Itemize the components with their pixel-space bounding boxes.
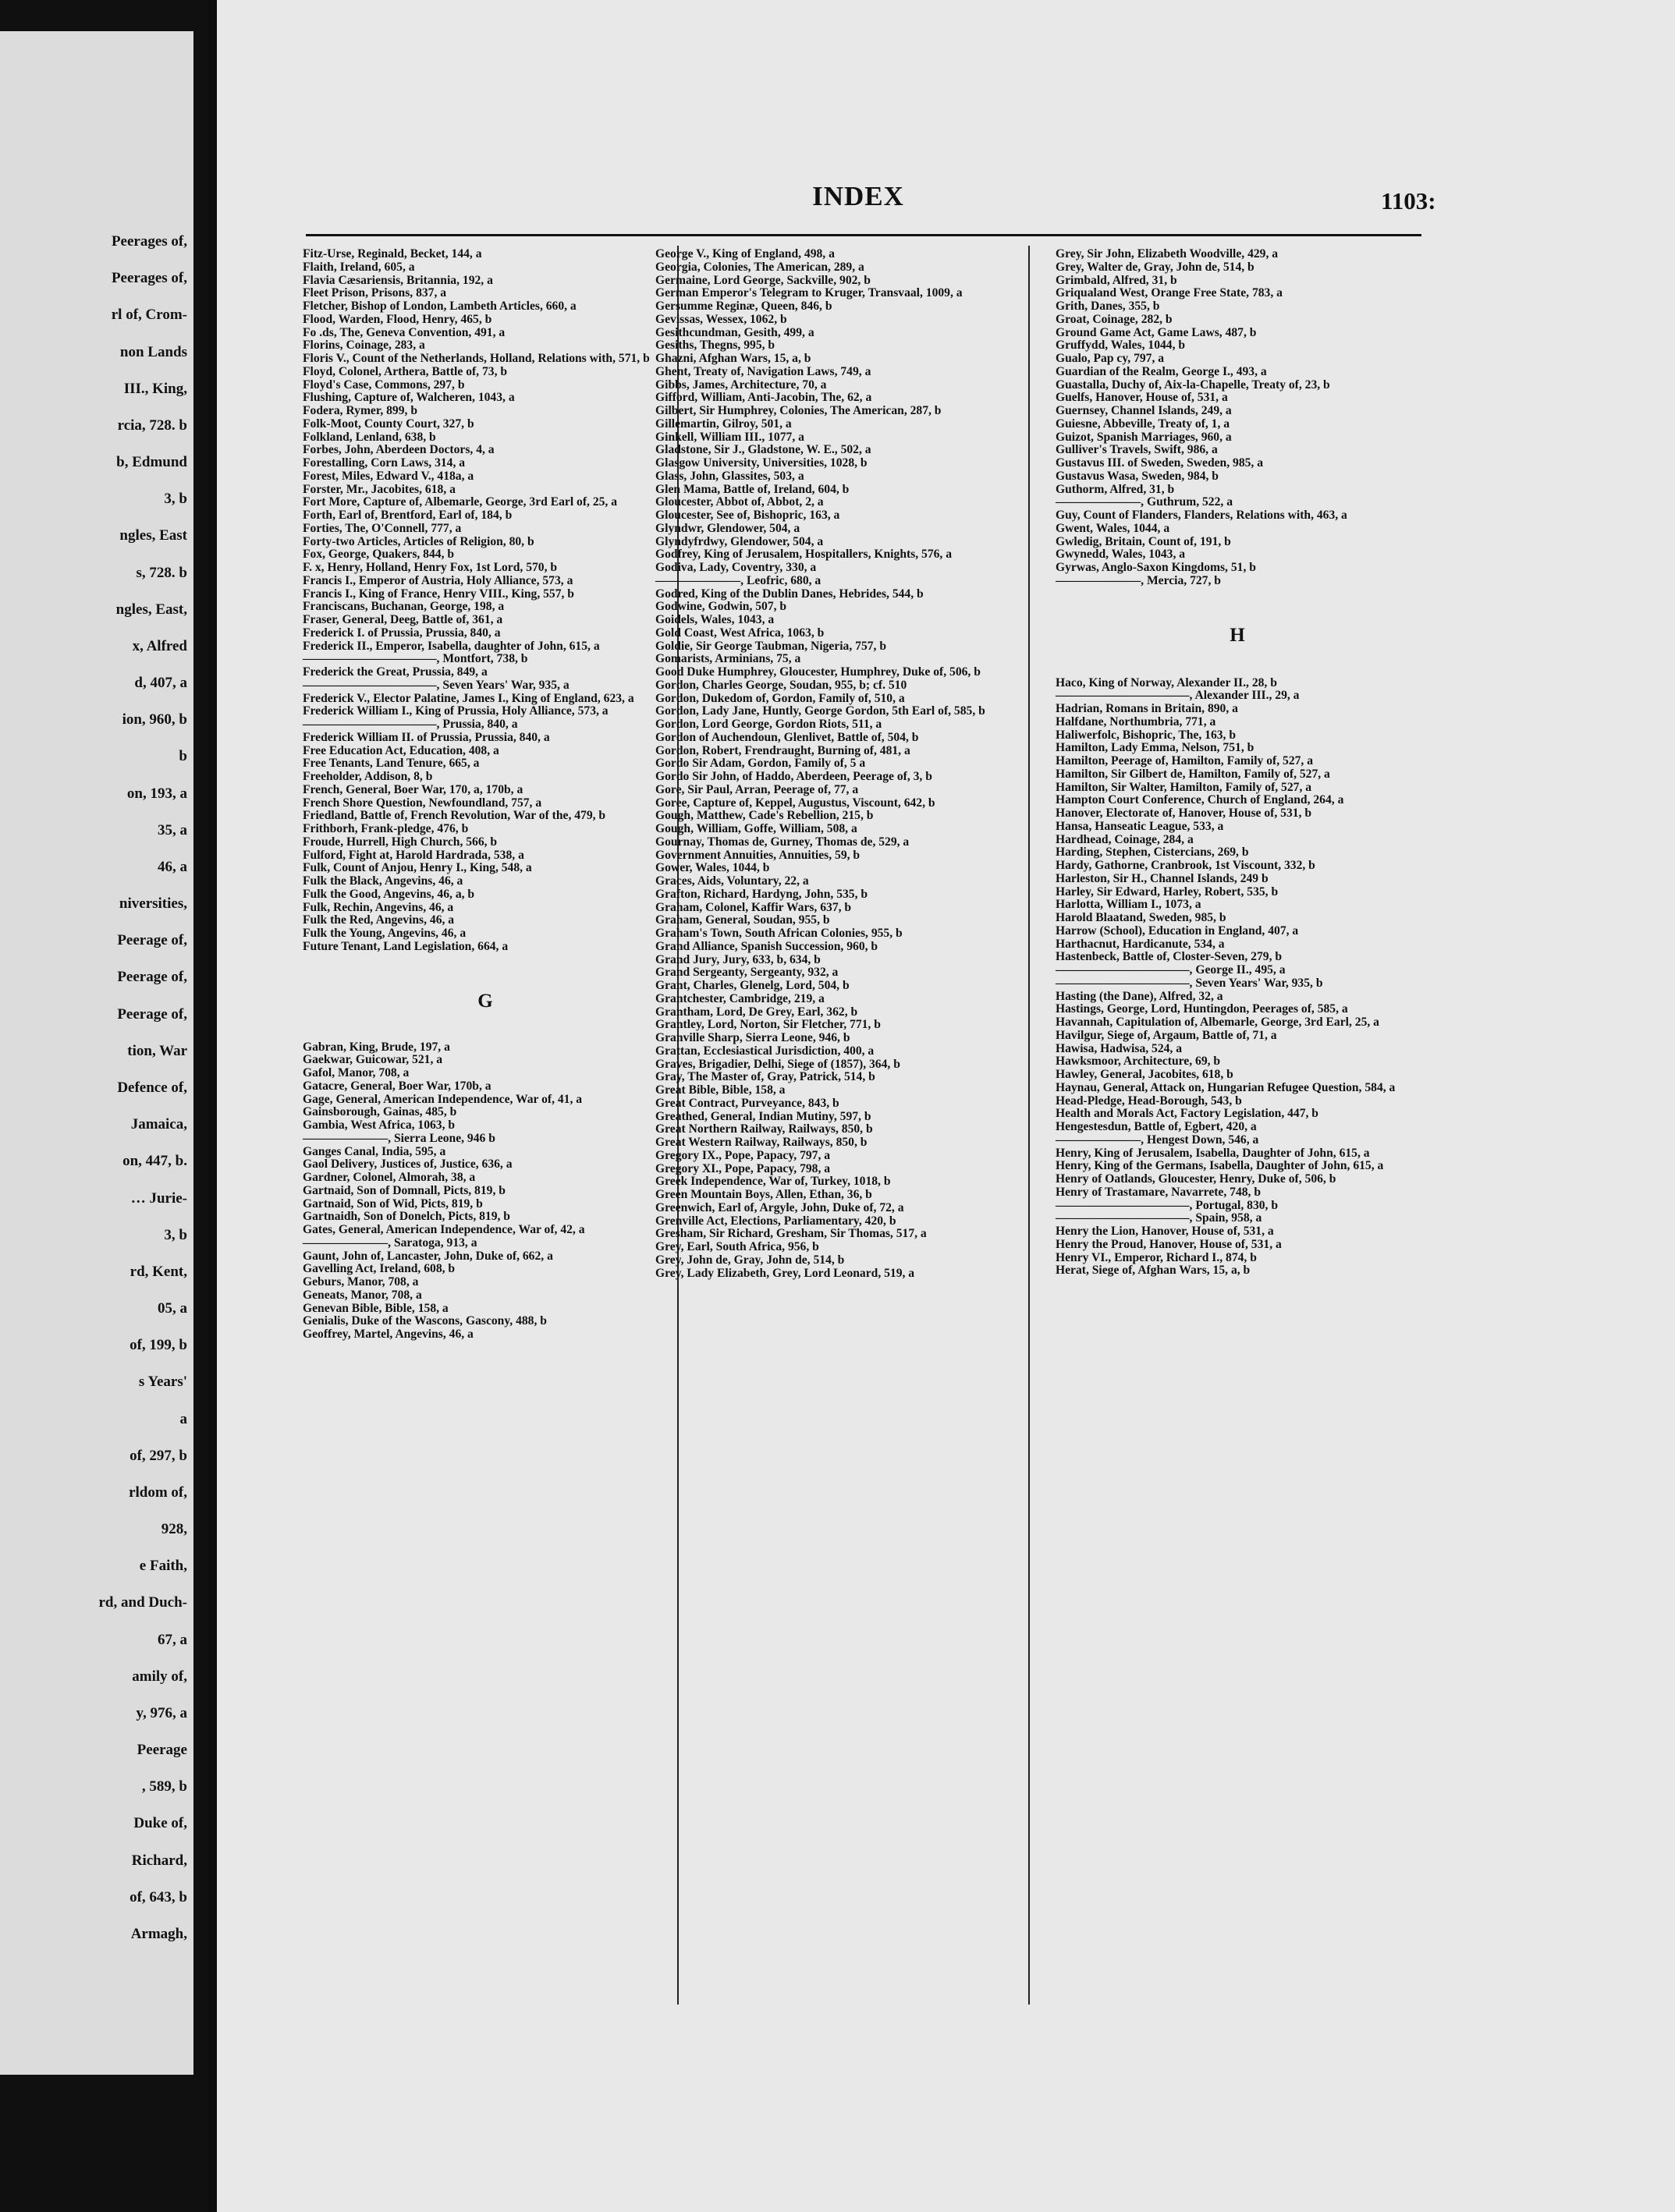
index-entry: Goidels, Wales, 1043, a — [655, 613, 775, 626]
index-entry: Hastings, George, Lord, Huntingdon, Peerages of, 585, a — [1056, 1002, 1348, 1016]
facing-page-text: rcia, 728. b — [117, 417, 187, 434]
facing-page-text: rd, Kent, — [130, 1263, 187, 1280]
facing-page-text: on, 193, a — [126, 785, 187, 802]
index-entry: Floris V., Count of the Netherlands, Holland, Relations with, 571, b — [303, 352, 650, 365]
index-entry: Hadrian, Romans in Britain, 890, a — [1056, 702, 1238, 715]
index-entry: ———————————, Alexander III., 29, a — [1056, 689, 1300, 703]
index-entry: Ground Game Act, Game Laws, 487, b — [1056, 325, 1257, 339]
index-entry: Grey, Earl, South Africa, 956, b — [655, 1240, 819, 1253]
index-entry: Harlotta, William I., 1073, a — [1056, 898, 1201, 912]
index-entry: Grenville Act, Elections, Parliamentary, 420, b — [655, 1214, 896, 1228]
index-entry: Greenwich, Earl of, Argyle, John, Duke of, 72, a — [655, 1200, 904, 1214]
index-entry: ———————, Sierra Leone, 946 b — [303, 1131, 495, 1145]
page-number: 1103: — [1381, 187, 1436, 214]
index-entry: Gruffydd, Wales, 1044, b — [1056, 339, 1186, 353]
facing-page-text: of, 643, b — [130, 1888, 187, 1905]
facing-page-text: rldom of, — [129, 1484, 187, 1501]
gutter-shadow — [209, 0, 217, 2212]
section-letter-g: G — [477, 990, 493, 1012]
index-column-1 — [303, 248, 668, 1342]
index-entry: Graham, General, Soudan, 955, b — [655, 913, 830, 927]
facing-page-text: Jamaica, — [130, 1116, 187, 1133]
index-entry: ———————————, Seven Years' War, 935, a — [303, 678, 570, 692]
index-entry: Gesithcundman, Gesith, 499, a — [655, 325, 814, 339]
index-entry: Guastalla, Duchy of, Aix-la-Chapelle, Treaty of, 23, b — [1056, 378, 1330, 392]
index-entry: Fulk the Young, Angevins, 46, a — [303, 927, 467, 940]
index-entry: Goree, Capture of, Keppel, Augustus, Viscount, 642, b — [655, 796, 935, 810]
index-entry: Hansa, Hanseatic League, 533, a — [1056, 819, 1224, 833]
index-entry: Grey, John de, Gray, John de, 514, b — [655, 1253, 845, 1267]
index-entry: ———————, Guthrum, 522, a — [1056, 495, 1233, 509]
column-divider — [1028, 246, 1030, 2005]
index-entry: Fitz-Urse, Reginald, Becket, 144, a — [303, 247, 482, 261]
index-entry: Guiesne, Abbeville, Treaty of, 1, a — [1056, 417, 1230, 431]
index-entry: Flaith, Ireland, 605, a — [303, 260, 415, 274]
index-entry: Godfrey, King of Jerusalem, Hospitallers, Knights, 576, a — [655, 548, 953, 562]
index-entry: ———————, Hengest Down, 546, a — [1056, 1133, 1259, 1147]
index-entry: Halfdane, Northumbria, 771, a — [1056, 714, 1216, 728]
facing-page-text: amily of, — [132, 1668, 187, 1685]
index-entry: Goldie, Sir George Taubman, Nigeria, 757, b — [655, 639, 887, 653]
index-entry: Haynau, General, Attack on, Hungarian Refugee Question, 584, a — [1056, 1080, 1396, 1094]
index-entry: Grantley, Lord, Norton, Sir Fletcher, 771, b — [655, 1018, 881, 1032]
index-entry: Free Education Act, Education, 408, a — [303, 743, 499, 757]
index-entry: Gray, The Master of, Gray, Patrick, 514, b — [655, 1070, 875, 1084]
index-entry: Frederick the Great, Prussia, 849, a — [303, 665, 488, 679]
index-entry: Florins, Coinage, 283, a — [303, 339, 425, 353]
index-entry: Ginkell, William III., 1077, a — [655, 430, 804, 444]
index-entry: Gold Coast, West Africa, 1063, b — [655, 626, 825, 640]
index-entry: Gevissas, Wessex, 1062, b — [655, 312, 787, 326]
index-entry: Fleet Prison, Prisons, 837, a — [303, 286, 447, 300]
index-entry: Fulk, Rechin, Angevins, 46, a — [303, 900, 454, 914]
index-entry: Godred, King of the Dublin Danes, Hebrides, 544, b — [655, 587, 924, 601]
index-entry: Gough, Matthew, Cade's Rebellion, 215, b — [655, 809, 874, 823]
facing-page-text: ion, 960, b — [122, 711, 187, 728]
index-entry: Frithborh, Frank-pledge, 476, b — [303, 822, 469, 835]
facing-page-text: b — [179, 748, 187, 765]
facing-page-text: tion, War — [127, 1042, 187, 1059]
index-entry: Havannah, Capitulation of, Albemarle, George, 3rd Earl, 25, a — [1056, 1016, 1379, 1029]
index-entry: Henry the Proud, Hanover, House of, 531, a — [1056, 1237, 1282, 1251]
index-entry: Gibbs, James, Architecture, 70, a — [655, 378, 827, 392]
index-entry: Henry of Oatlands, Gloucester, Henry, Duke of, 506, b — [1056, 1172, 1336, 1186]
index-entry: Gartnaid, Son of Wid, Picts, 819, b — [303, 1196, 483, 1211]
index-entry: Gaol Delivery, Justices of, Justice, 636, a — [303, 1157, 513, 1172]
index-entry: Forth, Earl of, Brentford, Earl of, 184, b — [303, 509, 513, 522]
index-entry: Frederick V., Elector Palatine, James I., King of England, 623, a — [303, 691, 634, 705]
index-entry: ———————————, Montfort, 738, b — [303, 652, 528, 666]
index-entry: ———————————, Seven Years' War, 935, b — [1056, 976, 1323, 990]
index-entry: German Emperor's Telegram to Kruger, Transvaal, 1009, a — [655, 286, 963, 300]
index-entry: Frederick II., Emperor, Isabella, daughter of John, 615, a — [303, 639, 600, 653]
index-entry: Gwledig, Britain, Count of, 191, b — [1056, 534, 1231, 548]
index-entry: Folk-Moot, County Court, 327, b — [303, 417, 474, 431]
index-entry: Francis I., King of France, Henry VIII., King, 557, b — [303, 587, 574, 601]
index-entry: Free Tenants, Land Tenure, 665, a — [303, 757, 480, 771]
index-entry: Gloucester, Abbot of, Abbot, 2, a — [655, 495, 824, 509]
index-entry: Ghent, Treaty of, Navigation Laws, 749, a — [655, 364, 871, 378]
facing-page-text: niversities, — [119, 895, 187, 913]
facing-page-text: Duke of, — [133, 1815, 187, 1832]
index-entry: Gloucester, See of, Bishopric, 163, a — [655, 509, 840, 522]
index-entry: Green Mountain Boys, Allen, Ethan, 36, b — [655, 1188, 872, 1201]
index-entry: Grimbald, Alfred, 31, b — [1056, 273, 1177, 287]
index-entry: Gafol, Manor, 708, a — [303, 1066, 410, 1079]
index-entry: Gough, William, Goffe, William, 508, a — [655, 822, 857, 835]
section-letter-h: H — [1230, 624, 1245, 646]
index-entry: Haco, King of Norway, Alexander II., 28, b — [1056, 675, 1277, 689]
index-entry: Havilgur, Siege of, Argaum, Battle of, 71, a — [1056, 1028, 1277, 1042]
index-entry: Harold Blaatand, Sweden, 985, b — [1056, 911, 1226, 924]
index-entry: Fulford, Fight at, Harold Hardrada, 538, a — [303, 848, 524, 862]
index-entry: Grey, Sir John, Elizabeth Woodville, 429, a — [1056, 247, 1279, 261]
index-entry: Geneats, Manor, 708, a — [303, 1288, 422, 1302]
index-entry: Graves, Brigadier, Delhi, Siege of (1857), 364, b — [655, 1057, 900, 1071]
index-entry: Gilbert, Sir Humphrey, Colonies, The American, 287, b — [655, 404, 942, 417]
facing-page-text: Peerage — [137, 1742, 187, 1759]
index-entry: Gordon, Lord George, Gordon Riots, 511, a — [655, 718, 882, 731]
index-entry: Hawksmoor, Architecture, 69, b — [1056, 1055, 1221, 1069]
facing-page-text: Peerage of, — [117, 932, 187, 949]
index-entry: Guizot, Spanish Marriages, 960, a — [1056, 430, 1232, 444]
index-entry: Hawley, General, Jacobites, 618, b — [1056, 1068, 1233, 1081]
facing-page-text: on, 447, b. — [122, 1153, 187, 1170]
index-entry: Floyd's Case, Commons, 297, b — [303, 378, 465, 392]
index-entry: Graham, Colonel, Kaffir Wars, 637, b — [655, 900, 852, 914]
index-entry: Health and Morals Act, Factory Legislation, 447, b — [1056, 1107, 1318, 1121]
index-entry: Grand Jury, Jury, 633, b, 634, b — [655, 952, 821, 966]
index-entry: Groat, Coinage, 282, b — [1056, 312, 1173, 326]
facing-page-text: Richard, — [131, 1852, 187, 1869]
index-entry: French, General, Boer War, 170, a, 170b, a — [303, 782, 523, 796]
index-entry: Geoffrey, Martel, Angevins, 46, a — [303, 1328, 474, 1341]
index-entry: Forty-two Articles, Articles of Religion, 80, b — [303, 534, 534, 548]
index-entry: Fodera, Rymer, 899, b — [303, 404, 417, 417]
index-entry: Greek Independence, War of, Turkey, 1018, b — [655, 1175, 891, 1189]
index-entry: Hampton Court Conference, Church of England, 264, a — [1056, 793, 1344, 807]
facing-page-text: s Years' — [138, 1374, 187, 1391]
facing-page-text: e Faith, — [139, 1558, 187, 1575]
index-entry: Guernsey, Channel Islands, 249, a — [1056, 404, 1232, 417]
index-entry: Henry of Trastamare, Navarrete, 748, b — [1056, 1185, 1262, 1199]
index-entry: Germaine, Lord George, Sackville, 902, b — [655, 273, 871, 287]
index-entry: Ganges Canal, India, 595, a — [303, 1144, 446, 1158]
index-entry: Godiva, Lady, Coventry, 330, a — [655, 561, 817, 574]
index-entry: Gifford, William, Anti-Jacobin, The, 62, a — [655, 391, 872, 405]
index-entry: Government Annuities, Annuities, 59, b — [655, 848, 861, 862]
index-entry: Frederick William II. of Prussia, Prussia, 840, a — [303, 730, 550, 744]
index-entry: Gyrwas, Anglo-Saxon Kingdoms, 51, b — [1056, 561, 1256, 574]
index-entry: Gore, Sir Paul, Arran, Peerage of, 77, a — [655, 782, 859, 796]
index-entry: Head-Pledge, Head-Borough, 543, b — [1056, 1094, 1242, 1108]
facing-page-text: Armagh, — [130, 1926, 187, 1942]
index-entry: Grant, Charles, Glenelg, Lord, 504, b — [655, 979, 850, 992]
index-entry: Genevan Bible, Bible, 158, a — [303, 1301, 449, 1315]
index-entry: Glyndwr, Glendower, 504, a — [655, 521, 800, 535]
facing-page-text: 3, b — [164, 1226, 187, 1243]
index-entry: ———————, Saratoga, 913, a — [303, 1235, 477, 1250]
index-entry: Fraser, General, Deeg, Battle of, 361, a — [303, 613, 503, 626]
index-entry: Genialis, Duke of the Wascons, Gascony, 488, b — [303, 1314, 547, 1328]
index-entry: Gainsborough, Gainas, 485, b — [303, 1105, 457, 1119]
index-entry: Hastenbeck, Battle of, Closter-Seven, 279, b — [1056, 950, 1283, 964]
facing-page-text: rl of, Crom- — [111, 307, 187, 324]
index-entry: Grantham, Lord, De Grey, Earl, 362, b — [655, 1005, 858, 1019]
index-entry: Gordo Sir John, of Haddo, Aberdeen, Peerage of, 3, b — [655, 770, 932, 783]
index-entry: Granville Sharp, Sierra Leone, 946, b — [655, 1031, 850, 1044]
index-entry: Graham's Town, South African Colonies, 955, b — [655, 927, 903, 940]
index-entry: Gardner, Colonel, Almorah, 38, a — [303, 1171, 476, 1184]
index-entry: Flood, Warden, Flood, Henry, 465, b — [303, 312, 492, 326]
index-entry: Grafton, Richard, Hardyng, John, 535, b — [655, 887, 868, 901]
index-entry: Guy, Count of Flanders, Flanders, Relations with, 463, a — [1056, 509, 1347, 522]
index-entry: Frederick William I., King of Prussia, Holy Alliance, 573, a — [303, 704, 609, 718]
index-entry: Gordon, Lady Jane, Huntly, George Gordon, 5th Earl of, 585, b — [655, 704, 985, 718]
index-entry: Fulk the Good, Angevins, 46, a, b — [303, 887, 475, 901]
index-entry: Gregory IX., Pope, Papacy, 797, a — [655, 1148, 831, 1162]
index-entry: Gregory XI., Pope, Papacy, 798, a — [655, 1161, 831, 1175]
facing-page-text: III., King, — [123, 380, 187, 397]
index-entry: Harding, Stephen, Cistercians, 269, b — [1056, 845, 1249, 860]
index-entry: Hamilton, Sir Gilbert de, Hamilton, Family of, 527, a — [1056, 767, 1330, 781]
facing-page-text: 05, a — [158, 1300, 187, 1317]
index-entry: Great Contract, Purveyance, 843, b — [655, 1096, 839, 1110]
index-entry: Glen Mama, Battle of, Ireland, 604, b — [655, 482, 850, 496]
index-entry: Guthorm, Alfred, 31, b — [1056, 482, 1175, 496]
index-entry: Gordon of Auchendoun, Glenlivet, Battle of, 504, b — [655, 730, 919, 744]
index-entry: Hamilton, Sir Walter, Hamilton, Family of, 527, a — [1056, 780, 1312, 794]
index-entry: Grand Alliance, Spanish Succession, 960, b — [655, 939, 878, 953]
index-entry: Hengestesdun, Battle of, Egbert, 420, a — [1056, 1120, 1257, 1133]
index-entry: Geburs, Manor, 708, a — [303, 1275, 419, 1289]
index-entry: Gordon, Robert, Frendraught, Burning of, 481, a — [655, 743, 910, 757]
index-entry: Gambia, West Africa, 1063, b — [303, 1118, 456, 1132]
facing-page-text: 46, a — [158, 858, 187, 875]
index-entry: Flushing, Capture of, Walcheren, 1043, a — [303, 391, 515, 405]
facing-page-text: rd, and Duch- — [98, 1594, 187, 1611]
index-entry: Grand Sergeanty, Sergeanty, 932, a — [655, 966, 839, 980]
index-entry: Gwynedd, Wales, 1043, a — [1056, 548, 1186, 562]
facing-page-text: 3, b — [164, 491, 187, 508]
facing-page-text: , 589, b — [141, 1778, 187, 1795]
index-entry: Gwent, Wales, 1044, a — [1056, 521, 1170, 535]
index-entry: Frederick I. of Prussia, Prussia, 840, a — [303, 626, 501, 640]
index-entry: ———————————, Spain, 958, a — [1056, 1211, 1262, 1225]
index-entry: ———————————, George II., 495, a — [1056, 963, 1286, 977]
facing-page-text: a — [179, 1410, 187, 1427]
index-column-3 — [1056, 248, 1419, 1278]
index-entry: Hamilton, Lady Emma, Nelson, 751, b — [1056, 741, 1254, 755]
facing-page-text: Defence of, — [117, 1079, 187, 1096]
index-entry: Fulk the Red, Angevins, 46, a — [303, 913, 455, 927]
index-entry: Folkland, Lenland, 638, b — [303, 430, 436, 444]
index-entry: Forest, Miles, Edward V., 418a, a — [303, 469, 474, 483]
index-entry: George V., King of England, 498, a — [655, 247, 835, 261]
index-entry: Herat, Siege of, Afghan Wars, 15, a, b — [1056, 1264, 1251, 1278]
index-entry: Great Western Railway, Railways, 850, b — [655, 1136, 868, 1149]
index-entry: Gesiths, Thegns, 995, b — [655, 339, 775, 353]
index-entry: Hanover, Electorate of, Hanover, House of, 531, b — [1056, 806, 1312, 820]
index-entry: ———————————, Portugal, 830, b — [1056, 1198, 1279, 1212]
index-entry: Hasting (the Dane), Alfred, 32, a — [1056, 989, 1223, 1003]
index-entry: Guardian of the Realm, George I., 493, a — [1056, 364, 1267, 378]
index-entry: Freeholder, Addison, 8, b — [303, 770, 433, 783]
index-entry: Henry, King of the Germans, Isabella, Daughter of John, 615, a — [1056, 1159, 1384, 1173]
index-entry: Future Tenant, Land Legislation, 664, a — [303, 939, 509, 953]
index-entry: Froude, Hurrell, High Church, 566, b — [303, 835, 498, 849]
index-entry: Harleston, Sir H., Channel Islands, 249 b — [1056, 871, 1269, 885]
index-entry: Friedland, Battle of, French Revolution, War of the, 479, b — [303, 809, 606, 823]
index-entry: Grey, Lady Elizabeth, Grey, Lord Leonard, 519, a — [655, 1266, 915, 1280]
index-entry: Harley, Sir Edward, Harley, Robert, 535, b — [1056, 884, 1279, 899]
index-entry: Floyd, Colonel, Arthera, Battle of, 73, b — [303, 364, 508, 378]
index-entry: Fo .ds, The, Geneva Convention, 491, a — [303, 325, 506, 339]
index-entry: ———————, Leofric, 680, a — [655, 573, 822, 587]
index-entry: Glasgow University, Universities, 1028, b — [655, 456, 868, 470]
index-entry: French Shore Question, Newfoundland, 757, a — [303, 796, 542, 810]
facing-page-text: Peerage of, — [117, 969, 187, 986]
index-entry: Grith, Danes, 355, b — [1056, 300, 1160, 313]
index-entry: Godwine, Godwin, 507, b — [655, 600, 787, 614]
facing-page-text: d, 407, a — [134, 675, 187, 692]
header-rule — [306, 234, 1421, 236]
index-entry: Gournay, Thomas de, Gurney, Thomas de, 529, a — [655, 835, 910, 849]
index-entry: Gartnaid, Son of Domnall, Picts, 819, b — [303, 1183, 506, 1197]
facing-page-fragment — [0, 31, 193, 2075]
index-entry: Gates, General, American Independence, War of, 42, a — [303, 1223, 585, 1236]
facing-page-text: 67, a — [158, 1631, 187, 1648]
index-entry: Gersumme Reginæ, Queen, 846, b — [655, 300, 832, 313]
index-entry: Graces, Aids, Voluntary, 22, a — [655, 874, 809, 888]
index-entry: Grey, Walter de, Gray, John de, 514, b — [1056, 260, 1254, 274]
index-entry: Griqualand West, Orange Free State, 783, a — [1056, 286, 1283, 300]
index-entry: Gordon, Dukedom of, Gordon, Family of, 510, a — [655, 691, 905, 705]
index-entry: Fulk, Count of Anjou, Henry I., King, 548, a — [303, 861, 532, 875]
index-entry: Gaekwar, Guicowar, 521, a — [303, 1053, 443, 1067]
facing-page-text: b, Edmund — [116, 454, 187, 471]
index-entry: Grattan, Ecclesiastical Jurisdiction, 400, a — [655, 1044, 875, 1058]
index-entry: Gaunt, John of, Lancaster, John, Duke of, 662, a — [303, 1249, 553, 1263]
facing-page-text: non Lands — [119, 343, 187, 360]
index-entry: Gualo, Pap cy, 797, a — [1056, 352, 1165, 365]
index-entry: Franciscans, Buchanan, George, 198, a — [303, 600, 505, 614]
facing-page-text: s, 728. b — [136, 564, 187, 581]
index-entry: Fox, George, Quakers, 844, b — [303, 548, 455, 562]
index-entry: Forties, The, O'Connell, 777, a — [303, 521, 462, 535]
index-entry: Fletcher, Bishop of London, Lambeth Articles, 660, a — [303, 300, 577, 313]
index-entry: Gordon, Charles George, Soudan, 955, b; cf. 510 — [655, 678, 907, 692]
facing-page-text: y, 976, a — [136, 1704, 187, 1721]
index-entry: Forestalling, Corn Laws, 314, a — [303, 456, 466, 470]
index-entry: Greathed, General, Indian Mutiny, 597, b — [655, 1109, 871, 1123]
index-column-2 — [655, 248, 1020, 1280]
index-entry: Hamilton, Peerage of, Hamilton, Family of, 527, a — [1056, 754, 1314, 767]
index-entry: Guelfs, Hanover, House of, 531, a — [1056, 391, 1228, 405]
index-entry: Gomarists, Arminians, 75, a — [655, 652, 801, 666]
index-entry: Francis I., Emperor of Austria, Holy Alliance, 573, a — [303, 573, 573, 587]
index-entry: Georgia, Colonies, The American, 289, a — [655, 260, 864, 274]
index-entry: Gabran, King, Brude, 197, a — [303, 1040, 450, 1054]
index-entry: Hardy, Gathorne, Cranbrook, 1st Viscount, 332, b — [1056, 859, 1315, 872]
index-entry: Gavelling Act, Ireland, 608, b — [303, 1262, 456, 1276]
facing-page-text: ngles, East, — [115, 601, 187, 618]
index-entry: Haliwerfolc, Bishopric, The, 163, b — [1056, 728, 1237, 742]
index-entry: Glyndyfrdwy, Glendower, 504, a — [655, 534, 824, 548]
index-entry: Henry the Lion, Hanover, House of, 531, a — [1056, 1225, 1274, 1238]
index-entry: Harthacnut, Hardicanute, 534, a — [1056, 937, 1225, 951]
index-entry: Gower, Wales, 1044, b — [655, 861, 770, 875]
index-entry: Grantchester, Cambridge, 219, a — [655, 991, 825, 1005]
facing-page-text: Peerages of, — [111, 233, 187, 250]
index-entry: Hardhead, Coinage, 284, a — [1056, 832, 1194, 846]
index-entry: Gresham, Sir Richard, Gresham, Sir Thomas, 517, a — [655, 1227, 927, 1241]
index-entry: Gordo Sir Adam, Gordon, Family of, 5 a — [655, 757, 866, 771]
index-entry: Gustavus Wasa, Sweden, 984, b — [1056, 469, 1219, 483]
index-entry: Forster, Mr., Jacobites, 618, a — [303, 482, 456, 496]
index-entry: Harrow (School), Education in England, 407, a — [1056, 923, 1299, 938]
index-entry: Fulk the Black, Angevins, 46, a — [303, 874, 463, 888]
index-entry: Good Duke Humphrey, Gloucester, Humphrey, Duke of, 506, b — [655, 665, 981, 679]
index-entry: Henry, King of Jerusalem, Isabella, Daughter of John, 615, a — [1056, 1146, 1370, 1160]
index-entry: Forbes, John, Aberdeen Doctors, 4, a — [303, 443, 495, 457]
index-entry: Gatacre, General, Boer War, 170b, a — [303, 1079, 491, 1093]
facing-page-text: Peerage of, — [117, 1005, 187, 1023]
index-entry: Great Bible, Bible, 158, a — [655, 1083, 786, 1097]
facing-page-text: 928, — [161, 1521, 187, 1538]
index-entry: Gustavus III. of Sweden, Sweden, 985, a — [1056, 456, 1264, 470]
index-entry: Ghazni, Afghan Wars, 15, a, b — [655, 352, 811, 365]
index-entry: Gladstone, Sir J., Gladstone, W. E., 502, a — [655, 443, 871, 457]
facing-page-text: ngles, East — [119, 527, 187, 544]
index-entry: Fort More, Capture of, Albemarle, George, 3rd Earl of, 25, a — [303, 495, 618, 509]
index-entry: Hawisa, Hadwisa, 524, a — [1056, 1041, 1183, 1055]
index-entry: Gillemartin, Gilroy, 501, a — [655, 417, 792, 431]
index-entry: Glass, John, Glassites, 503, a — [655, 469, 804, 483]
index-entry: Flavia Cæsariensis, Britannia, 192, a — [303, 273, 493, 287]
index-entry: ———————, Mercia, 727, b — [1056, 573, 1221, 587]
facing-page-text: of, 297, b — [130, 1447, 187, 1464]
facing-page-text: Peerages of, — [111, 270, 187, 287]
index-entry: Great Northern Railway, Railways, 850, b — [655, 1122, 873, 1136]
index-entry: Gage, General, American Independence, War of, 41, a — [303, 1092, 583, 1106]
index-entry: Gartnaidh, Son of Donelch, Picts, 819, b — [303, 1210, 510, 1224]
index-entry: Gulliver's Travels, Swift, 986, a — [1056, 443, 1218, 457]
index-entry: Henry VI., Emperor, Richard I., 874, b — [1056, 1250, 1257, 1264]
index-entry: F. x, Henry, Holland, Henry Fox, 1st Lord, 570, b — [303, 561, 558, 574]
facing-page-text: of, 199, b — [130, 1337, 187, 1354]
facing-page-text: 35, a — [158, 821, 187, 838]
facing-page-text: … Jurie- — [130, 1189, 187, 1207]
index-entry: ———————————, Prussia, 840, a — [303, 718, 518, 731]
facing-page-text: x, Alfred — [132, 637, 187, 654]
